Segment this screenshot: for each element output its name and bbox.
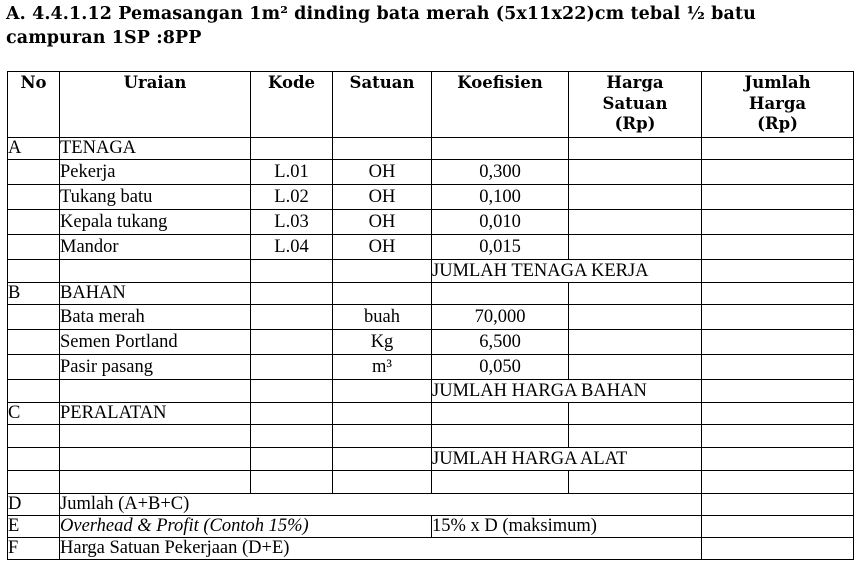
section-title: TENAGA xyxy=(60,138,251,160)
title-line-2: campuran 1SP :8PP xyxy=(6,28,202,48)
koefisien-cell: 6,500 xyxy=(432,330,569,355)
total-label: JUMLAH HARGA ALAT xyxy=(432,448,702,471)
table-row xyxy=(8,160,854,185)
header-harga-satuan: Harga Satuan (Rp) xyxy=(569,72,702,138)
total-row-bahan xyxy=(8,380,854,403)
table-row xyxy=(8,235,854,260)
koefisien-cell: 0,010 xyxy=(432,210,569,235)
uraian-cell: Mandor xyxy=(60,235,251,260)
header-row xyxy=(8,72,854,138)
uraian-cell: Bata merah xyxy=(60,305,251,330)
summary-label: Overhead & Profit (Contoh 15%) xyxy=(60,516,432,538)
uraian-cell: Semen Portland xyxy=(60,330,251,355)
section-row-peralatan xyxy=(8,403,854,425)
table-row xyxy=(8,305,854,330)
page-title xyxy=(6,2,856,50)
table-row xyxy=(8,210,854,235)
empty-row xyxy=(8,471,854,494)
koefisien-cell: 0,050 xyxy=(432,355,569,380)
summary-no: F xyxy=(8,538,60,560)
section-title: BAHAN xyxy=(60,283,251,305)
summary-label: Jumlah (A+B+C) xyxy=(60,494,702,516)
header-satuan: Satuan xyxy=(333,72,432,138)
satuan-cell: Kg xyxy=(333,330,432,355)
summary-note: 15% x D (maksimum) xyxy=(432,516,702,538)
satuan-cell: buah xyxy=(333,305,432,330)
koefisien-cell: 0,300 xyxy=(432,160,569,185)
section-no: A xyxy=(8,138,60,160)
uraian-cell: Tukang batu xyxy=(60,185,251,210)
satuan-cell: OH xyxy=(333,235,432,260)
kode-cell xyxy=(251,305,333,330)
kode-cell: L.04 xyxy=(251,235,333,260)
kode-cell: L.03 xyxy=(251,210,333,235)
kode-cell xyxy=(251,355,333,380)
section-row-tenaga xyxy=(8,138,854,160)
koefisien-cell: 0,100 xyxy=(432,185,569,210)
summary-no: E xyxy=(8,516,60,538)
header-jumlah-harga: Jumlah Harga (Rp) xyxy=(702,72,854,138)
section-no: C xyxy=(8,403,60,425)
summary-row-d xyxy=(8,494,854,516)
table-row xyxy=(8,185,854,210)
summary-row-f xyxy=(8,538,854,560)
ahs-table xyxy=(7,71,854,560)
section-no: B xyxy=(8,283,60,305)
header-uraian: Uraian xyxy=(60,72,251,138)
summary-row-e xyxy=(8,516,854,538)
total-row-alat xyxy=(8,448,854,471)
table-row xyxy=(8,330,854,355)
koefisien-cell: 70,000 xyxy=(432,305,569,330)
satuan-cell: m³ xyxy=(333,355,432,380)
total-row-tenaga xyxy=(8,260,854,283)
title-line-1: A. 4.4.1.12 Pemasangan 1m² dinding bata merah (5x11x22)cm tebal ½ batu xyxy=(6,4,756,24)
koefisien-cell: 0,015 xyxy=(432,235,569,260)
kode-cell: L.01 xyxy=(251,160,333,185)
header-no: No xyxy=(8,72,60,138)
uraian-cell: Pekerja xyxy=(60,160,251,185)
kode-cell xyxy=(251,330,333,355)
uraian-cell: Kepala tukang xyxy=(60,210,251,235)
uraian-cell: Pasir pasang xyxy=(60,355,251,380)
satuan-cell: OH xyxy=(333,160,432,185)
section-row-bahan xyxy=(8,283,854,305)
header-kode: Kode xyxy=(251,72,333,138)
header-koefisien: Koefisien xyxy=(432,72,569,138)
table-row xyxy=(8,355,854,380)
satuan-cell: OH xyxy=(333,210,432,235)
summary-label: Harga Satuan Pekerjaan (D+E) xyxy=(60,538,702,560)
empty-row xyxy=(8,425,854,448)
total-label: JUMLAH TENAGA KERJA xyxy=(432,260,702,283)
section-title: PERALATAN xyxy=(60,403,251,425)
satuan-cell: OH xyxy=(333,185,432,210)
kode-cell: L.02 xyxy=(251,185,333,210)
summary-no: D xyxy=(8,494,60,516)
total-label: JUMLAH HARGA BAHAN xyxy=(432,380,702,403)
